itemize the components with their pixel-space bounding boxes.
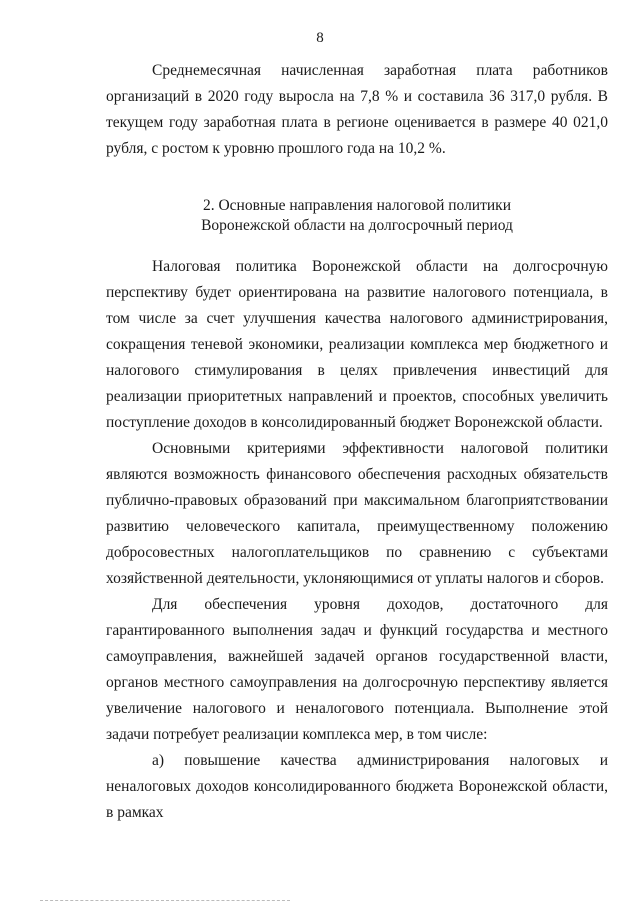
paragraph-list-item-a: а) повышение качества администрирования налоговых и неналоговых доходов консолидированного бюджета Воронежской области, в рамках xyxy=(106,752,608,821)
scan-edge-divider xyxy=(40,900,290,901)
section-heading-line-1: 2. Основные направления налоговой политики xyxy=(202,197,512,214)
paragraph-revenue-level: Для обеспечения уровня доходов, достаточного для гарантированного выполнения задач и функций государства и местного самоуправления, важнейшей задачей органов государственной власти, органов местного самоуправления на долгосрочную перспективу является увеличение налогового и неналогового потенциала. Выполнение этой задачи потребует реализации комплекса мер, в том числе: xyxy=(106,596,608,743)
paragraph-tax-policy: Налоговая политика Воронежской области на долгосрочную перспективу будет ориентирована на развитие налогового потенциала, в том числе за счет улучшения качества налогового администрирования, сокращения теневой экономики, реализации комплекса мер бюджетного и налогового стимулирования в целях привлечения инвестиций для реализации приоритетных направлений и проектов, способных увеличить поступление доходов в консолидированный бюджет Воронежской области. xyxy=(106,258,608,431)
section-heading xyxy=(106,196,608,236)
paragraph-criteria: Основными критериями эффективности налоговой политики являются возможность финансового обеспечения расходных обязательств публично-правовых образований при максимальном благоприятствовании развитию человеческого капитала, преимущественному положению добросовестных налогоплательщиков по сравнению с субъектами хозяйственной деятельности, уклоняющимися от уплаты налогов и сборов. xyxy=(106,440,608,587)
section-heading-line-2: Воронежской области на долгосрочный период xyxy=(201,217,513,234)
page-number: 8 xyxy=(316,30,324,46)
paragraph-salary: Среднемесячная начисленная заработная плата работников организаций в 2020 году выросла на 7,8 % и составила 36 317,0 рубля. В текущем году заработная плата в регионе оценивается в размере 40 021,0 рубля, с ростом к уровню прошлого года на 10,2 %. xyxy=(106,62,608,157)
